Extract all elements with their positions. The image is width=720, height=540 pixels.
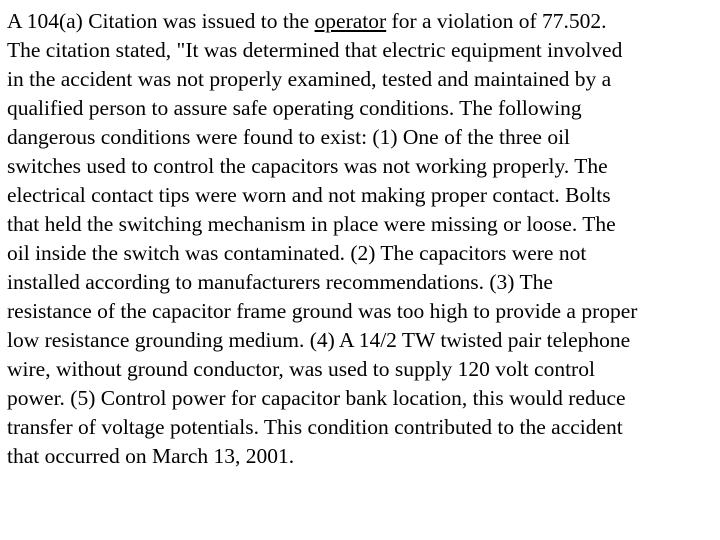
paragraph-line: oil inside the switch was contaminated. (2) The capacitors were not — [7, 241, 587, 265]
paragraph-line: dangerous conditions were found to exist: (1) One of the three oil — [7, 125, 571, 149]
paragraph-line: qualified person to assure safe operating conditions. The following — [7, 96, 582, 120]
paragraph-line: low resistance grounding medium. (4) A 14/2 TW twisted pair telephone — [7, 328, 631, 352]
paragraph-line: transfer of voltage potentials. This condition contributed to the accident — [7, 415, 623, 439]
paragraph-line — [7, 7, 714, 36]
line-text: for a violation of 77.502. — [386, 9, 607, 33]
paragraph-line: in the accident was not properly examined, tested and maintained by a — [7, 67, 612, 91]
paragraph-line: wire, without ground conductor, was used to supply 120 volt control — [7, 357, 595, 381]
paragraph-line: installed according to manufacturers recommendations. (3) The — [7, 270, 553, 294]
line-text: A 104(a) Citation was issued to the — [7, 9, 315, 33]
paragraph-line: switches used to control the capacitors was not working properly. The — [7, 154, 608, 178]
paragraph-line: power. (5) Control power for capacitor bank location, this would reduce — [7, 386, 626, 410]
paragraph-line: that held the switching mechanism in place were missing or loose. The — [7, 212, 616, 236]
paragraph-line: The citation stated, "It was determined that electric equipment involved — [7, 38, 623, 62]
citation-paragraph — [7, 7, 714, 471]
paragraph-line: electrical contact tips were worn and not making proper contact. Bolts — [7, 183, 611, 207]
paragraph-line: resistance of the capacitor frame ground was too high to provide a proper — [7, 299, 638, 323]
operator-link[interactable]: operator — [314, 9, 387, 33]
paragraph-line: that occurred on March 13, 2001. — [7, 444, 295, 468]
